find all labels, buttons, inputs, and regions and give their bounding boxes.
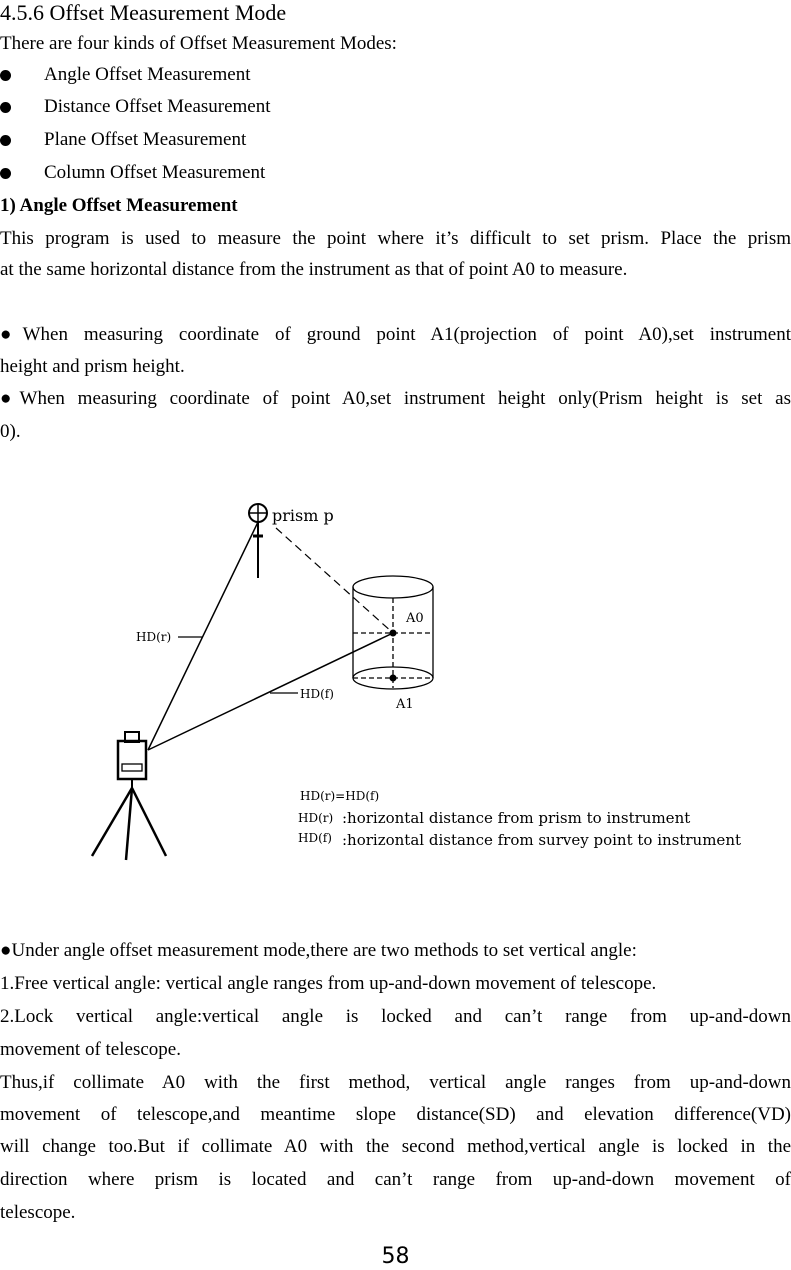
paragraph-line: direction where prism is located and can’t range from up-and-down movement of <box>0 1169 791 1190</box>
intro-text: There are four kinds of Offset Measurement Modes: <box>0 33 397 54</box>
hd-f-label: HD(f) <box>300 687 334 701</box>
total-station-instrument <box>118 732 146 788</box>
paragraph-line: telescope. <box>0 1202 76 1223</box>
prism-pole <box>249 504 267 578</box>
point-a1 <box>390 675 397 682</box>
note-line: ●When measuring coordinate of point A0,set instrument height only(Prism height is set as <box>0 388 791 409</box>
page-number: 58 <box>381 1244 410 1269</box>
method-lock: 2.Lock vertical angle:vertical angle is locked and can’t range from up-and-down <box>0 1006 791 1027</box>
bullet-icon <box>0 135 11 146</box>
paragraph-line: movement of telescope,and meantime slope distance(SD) and elevation difference(VD) <box>0 1104 791 1125</box>
legend-f-key: HD(f) <box>298 831 332 845</box>
method-free: 1.Free vertical angle: vertical angle ranges from up-and-down movement of telescope. <box>0 973 657 994</box>
a1-label: A1 <box>396 697 414 712</box>
note-line: 0). <box>0 421 21 442</box>
paragraph-line: will change too.But if collimate A0 with the second method,vertical angle is locked in the <box>0 1136 791 1157</box>
tripod <box>92 788 166 860</box>
desc-line: at the same horizontal distance from the instrument as that of point A0 to measure. <box>0 259 628 280</box>
mode-label: Angle Offset Measurement <box>44 64 251 85</box>
legend-f-text: :horizontal distance from survey point to instrument <box>342 831 742 849</box>
legend-r-text: :horizontal distance from prism to instrument <box>342 809 691 827</box>
subsection-title: 1) Angle Offset Measurement <box>0 195 238 216</box>
section-heading: 4.5.6 Offset Measurement Mode <box>0 0 287 25</box>
mode-label: Plane Offset Measurement <box>44 129 247 150</box>
desc-line: This program is used to measure the point where it’s difficult to set prism. Place the prism <box>0 228 791 249</box>
note-line: height and prism height. <box>0 356 185 377</box>
legend-r-key: HD(r) <box>298 811 334 825</box>
bullet-icon <box>0 102 11 113</box>
note-line: ●When measuring coordinate of ground point A1(projection of point A0),set instrument <box>0 324 791 345</box>
a0-label: A0 <box>406 611 424 626</box>
bullet-icon <box>0 168 11 179</box>
legend-equation: HD(r)=HD(f) <box>300 789 380 803</box>
prism-label: prism p <box>272 506 334 525</box>
paragraph-line: Thus,if collimate A0 with the first method, vertical angle ranges from up-and-down <box>0 1072 791 1093</box>
angle-offset-diagram <box>70 488 776 866</box>
mode-label: Distance Offset Measurement <box>44 96 271 117</box>
mode-label: Column Offset Measurement <box>44 162 266 183</box>
vertical-intro: ●Under angle offset measurement mode,there are two methods to set vertical angle: <box>0 940 637 961</box>
bullet-icon <box>0 70 11 81</box>
hd-f-line <box>148 633 393 750</box>
hd-r-label: HD(r) <box>136 630 172 644</box>
prism-to-a0-dashed <box>276 528 393 633</box>
method-lock-cont: movement of telescope. <box>0 1039 181 1060</box>
